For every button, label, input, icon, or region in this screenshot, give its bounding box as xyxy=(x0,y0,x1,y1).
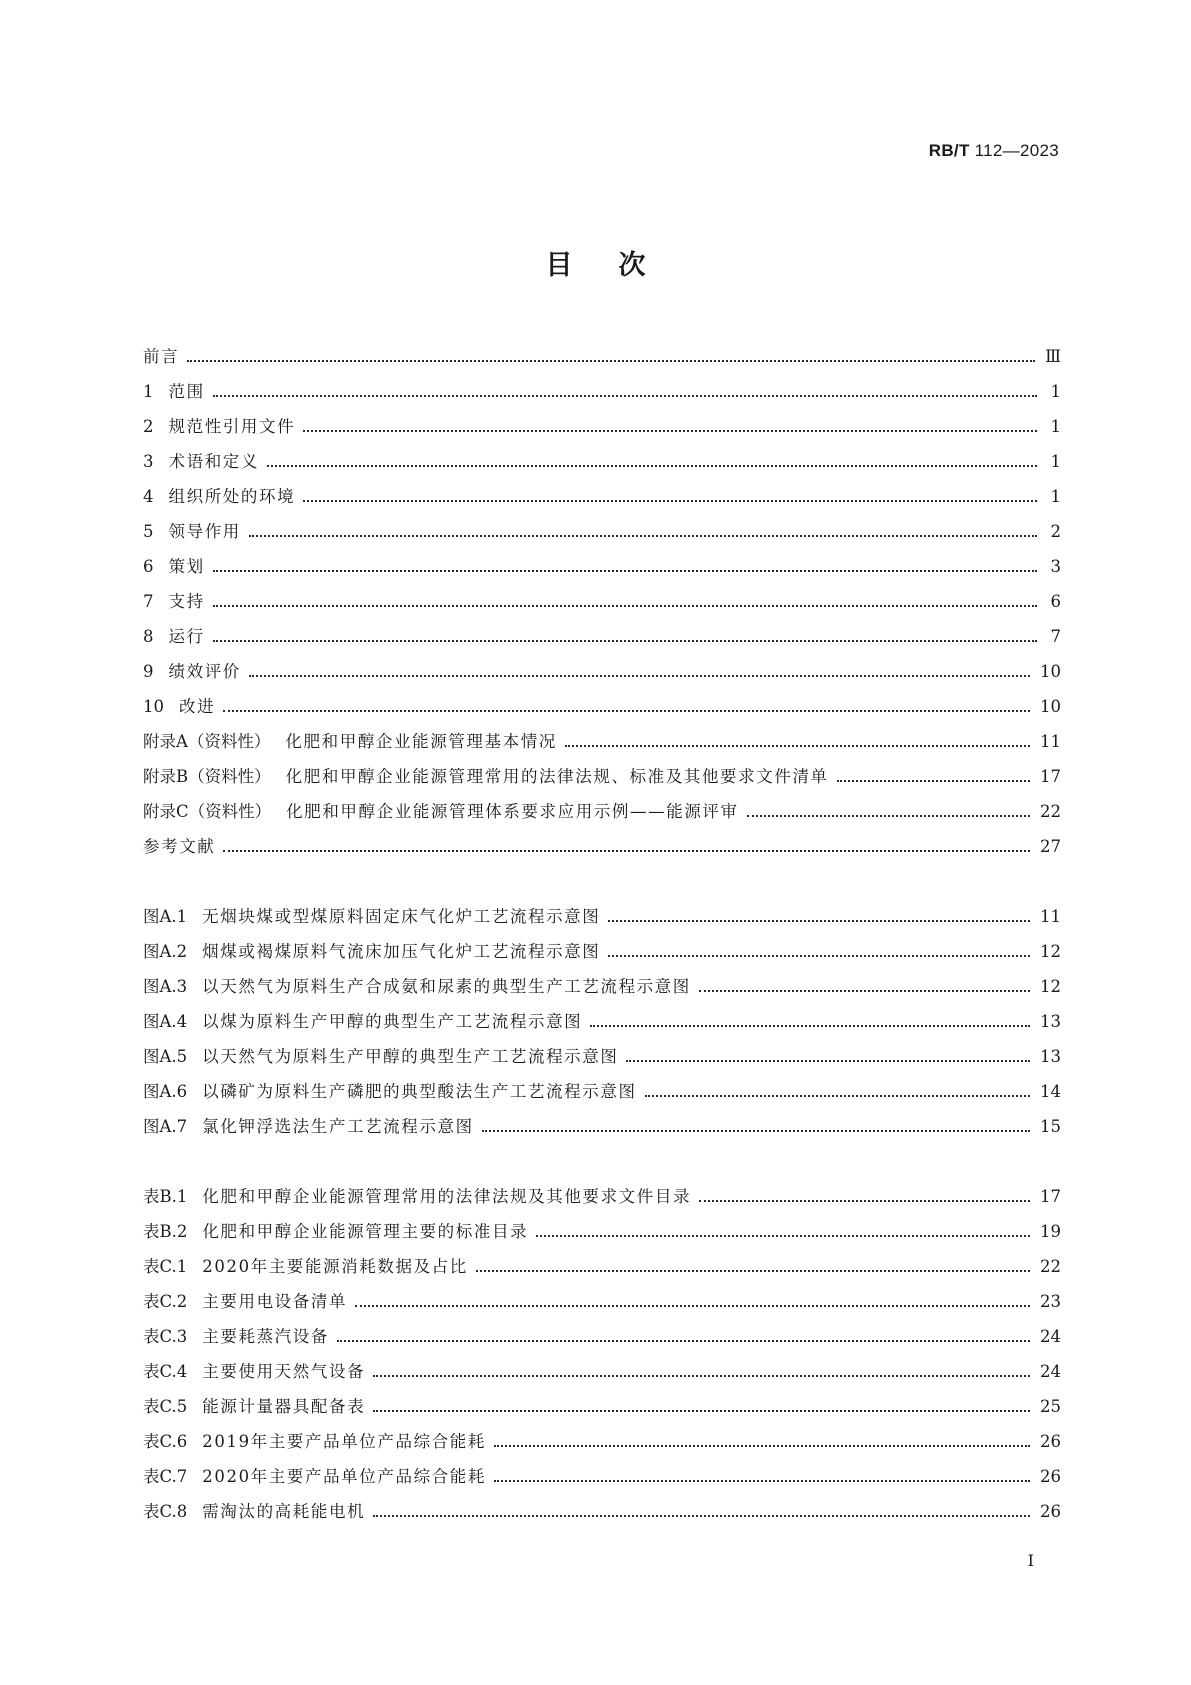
toc-entry-title: 化肥和甲醇企业能源管理基本情况 xyxy=(285,732,557,751)
toc-entry-number: 图A.4 xyxy=(143,1012,188,1031)
figure-entry[interactable] xyxy=(143,1039,1061,1074)
dot-leader xyxy=(303,499,1037,502)
toc-entry-page: 23 xyxy=(1040,1292,1061,1311)
table-entry[interactable] xyxy=(143,1354,1061,1389)
toc-entry-number: 8 xyxy=(143,627,154,646)
toc-entry-title: 2020年主要能源消耗数据及占比 xyxy=(202,1257,468,1276)
toc-entry-title: 参考文献 xyxy=(143,837,216,856)
dot-leader xyxy=(747,814,1030,817)
dot-leader xyxy=(303,429,1037,432)
toc-entry-number: 表C.7 xyxy=(143,1467,188,1486)
toc-entry-number: 表C.3 xyxy=(143,1327,188,1346)
toc-entry-title: 前言 xyxy=(143,347,180,366)
toc-tables xyxy=(143,1179,1061,1529)
toc-entry[interactable] xyxy=(143,374,1061,409)
table-entry[interactable] xyxy=(143,1459,1061,1494)
toc-entry[interactable] xyxy=(143,479,1061,514)
dot-leader xyxy=(608,954,1030,957)
toc-entry-title: 主要用电设备清单 xyxy=(202,1292,348,1311)
toc-entry-number: 表C.8 xyxy=(143,1502,188,1521)
toc-entry-page: 24 xyxy=(1040,1362,1061,1381)
toc-entry-page: 17 xyxy=(1040,1187,1061,1206)
toc-entry-page: 11 xyxy=(1040,732,1061,751)
toc-entry-number: 表C.2 xyxy=(143,1292,188,1311)
table-entry[interactable] xyxy=(143,1424,1061,1459)
dot-leader xyxy=(626,1059,1030,1062)
dot-leader xyxy=(223,849,1030,852)
toc-entry-title: 主要耗蒸汽设备 xyxy=(202,1327,329,1346)
toc-entry-number: 4 xyxy=(143,487,154,506)
toc-entry-title: 以天然气为原料生产合成氨和尿素的典型生产工艺流程示意图 xyxy=(202,977,691,996)
dot-leader xyxy=(249,674,1030,677)
dot-leader xyxy=(213,394,1037,397)
toc-entry[interactable] xyxy=(143,619,1061,654)
page-title: 目次 xyxy=(545,250,692,281)
dot-leader xyxy=(213,569,1037,572)
toc-entry-page: 13 xyxy=(1040,1047,1061,1066)
table-of-contents xyxy=(143,339,1061,1529)
figure-entry[interactable] xyxy=(143,899,1061,934)
dot-leader xyxy=(645,1094,1030,1097)
toc-entry-title: 范围 xyxy=(168,382,205,401)
toc-entry-number: 图A.7 xyxy=(143,1117,188,1136)
toc-entry-title: 改进 xyxy=(179,697,216,716)
dot-leader xyxy=(590,1024,1030,1027)
toc-entry-number: 3 xyxy=(143,452,154,471)
toc-figures xyxy=(143,899,1061,1144)
dot-leader xyxy=(482,1129,1030,1132)
toc-entry-page: 25 xyxy=(1040,1397,1061,1416)
dot-leader xyxy=(565,744,1030,747)
dot-leader xyxy=(249,534,1037,537)
toc-entry-title: 氯化钾浮选法生产工艺流程示意图 xyxy=(202,1117,474,1136)
toc-entry-page: 22 xyxy=(1040,1257,1061,1276)
toc-entry-page: 26 xyxy=(1040,1467,1061,1486)
toc-entry-number: 附录A（资料性） xyxy=(143,732,271,751)
dot-leader xyxy=(373,1374,1030,1377)
toc-entry-page: 26 xyxy=(1040,1502,1061,1521)
toc-entry-page: 7 xyxy=(1050,627,1061,646)
toc-entry[interactable] xyxy=(143,654,1061,689)
toc-entry-number: 10 xyxy=(143,697,164,716)
toc-entry-number: 9 xyxy=(143,662,154,681)
toc-entry-page: 13 xyxy=(1040,1012,1061,1031)
toc-entry-number: 1 xyxy=(143,382,154,401)
table-entry[interactable] xyxy=(143,1214,1061,1249)
toc-entry-title: 主要使用天然气设备 xyxy=(202,1362,366,1381)
toc-entry[interactable] xyxy=(143,514,1061,549)
toc-entry-title: 策划 xyxy=(168,557,205,576)
toc-entry-number: 附录C（资料性） xyxy=(143,802,272,821)
toc-entry-page: 1 xyxy=(1050,382,1061,401)
figure-entry[interactable] xyxy=(143,969,1061,1004)
dot-leader xyxy=(373,1514,1030,1517)
figure-entry[interactable] xyxy=(143,934,1061,969)
toc-entry[interactable] xyxy=(143,409,1061,444)
toc-entry-title: 规范性引用文件 xyxy=(168,417,296,436)
figure-entry[interactable] xyxy=(143,1074,1061,1109)
toc-entry-title: 化肥和甲醇企业能源管理常用的法律法规、标准及其他要求文件清单 xyxy=(285,767,829,786)
dot-leader xyxy=(373,1409,1030,1412)
toc-entry-title: 需淘汰的高耗能电机 xyxy=(202,1502,366,1521)
toc-entry-title: 无烟块煤或型煤原料固定床气化炉工艺流程示意图 xyxy=(202,907,601,926)
toc-entry-title: 烟煤或褐煤原料气流床加压气化炉工艺流程示意图 xyxy=(202,942,601,961)
dot-leader xyxy=(213,604,1037,607)
toc-entry-title: 以磷矿为原料生产磷肥的典型酸法生产工艺流程示意图 xyxy=(202,1082,637,1101)
dot-leader xyxy=(699,1199,1030,1202)
toc-entry-title: 2020年主要产品单位产品综合能耗 xyxy=(202,1467,486,1486)
dot-leader xyxy=(476,1269,1030,1272)
toc-entry-number: 图A.3 xyxy=(143,977,188,996)
toc-entry-page: 11 xyxy=(1040,907,1061,926)
table-entry[interactable] xyxy=(143,1179,1061,1214)
toc-entry-page: 1 xyxy=(1050,452,1061,471)
table-entry[interactable] xyxy=(143,1249,1061,1284)
toc-entry-title: 运行 xyxy=(168,627,205,646)
standard-number xyxy=(929,141,1059,161)
toc-entry-title: 化肥和甲醇企业能源管理常用的法律法规及其他要求文件目录 xyxy=(202,1187,692,1206)
toc-entry-number: 表B.2 xyxy=(143,1222,188,1241)
toc-entry-page: 1 xyxy=(1050,417,1061,436)
toc-entry-page: 22 xyxy=(1040,802,1061,821)
toc-entry-page: 2 xyxy=(1050,522,1061,541)
toc-entry[interactable] xyxy=(143,829,1061,864)
dot-leader xyxy=(699,989,1030,992)
toc-entry[interactable] xyxy=(143,339,1061,374)
dot-leader xyxy=(337,1339,1030,1342)
toc-entry-page: 12 xyxy=(1040,942,1061,961)
dot-leader xyxy=(837,779,1030,782)
toc-entry-number: 2 xyxy=(143,417,154,436)
toc-entry-title: 绩效评价 xyxy=(168,662,241,681)
toc-entry-page: 6 xyxy=(1050,592,1061,611)
toc-entry-page: 3 xyxy=(1050,557,1061,576)
toc-entry-number: 表B.1 xyxy=(143,1187,188,1206)
figure-entry[interactable] xyxy=(143,1109,1061,1144)
toc-entry-page: 14 xyxy=(1040,1082,1061,1101)
toc-entry-page: 10 xyxy=(1040,662,1061,681)
toc-entry-number: 7 xyxy=(143,592,154,611)
dot-leader xyxy=(355,1304,1030,1307)
toc-entry-number: 附录B（资料性） xyxy=(143,767,271,786)
standard-code: 112—2023 xyxy=(974,141,1059,160)
toc-entry[interactable] xyxy=(143,794,1061,829)
toc-entry-number: 表C.6 xyxy=(143,1432,188,1451)
standard-prefix: RB/T xyxy=(928,141,970,160)
toc-entry-title: 2019年主要产品单位产品综合能耗 xyxy=(202,1432,486,1451)
toc-entry-page: 26 xyxy=(1040,1432,1061,1451)
toc-entry-page: 15 xyxy=(1040,1117,1061,1136)
table-entry[interactable] xyxy=(143,1319,1061,1354)
toc-entry-title: 以天然气为原料生产甲醇的典型生产工艺流程示意图 xyxy=(202,1047,619,1066)
dot-leader xyxy=(267,464,1037,467)
toc-entry-title: 化肥和甲醇企业能源管理主要的标准目录 xyxy=(202,1222,529,1241)
toc-entry-title: 领导作用 xyxy=(168,522,241,541)
toc-entry-title: 组织所处的环境 xyxy=(168,487,296,506)
toc-entry-title: 以煤为原料生产甲醇的典型生产工艺流程示意图 xyxy=(202,1012,583,1031)
toc-entry-page: 17 xyxy=(1040,767,1061,786)
page-folio: I xyxy=(1027,1551,1034,1570)
toc-entry-number: 图A.5 xyxy=(143,1047,188,1066)
dot-leader xyxy=(213,639,1037,642)
toc-entry-number: 表C.5 xyxy=(143,1397,188,1416)
dot-leader xyxy=(494,1444,1030,1447)
toc-entry-page: 10 xyxy=(1040,697,1061,716)
dot-leader xyxy=(187,359,1035,362)
toc-entry[interactable] xyxy=(143,724,1061,759)
toc-entry-page: Ⅲ xyxy=(1045,347,1061,366)
toc-entry[interactable] xyxy=(143,584,1061,619)
toc-entry-number: 图A.1 xyxy=(143,907,188,926)
toc-entry-title: 术语和定义 xyxy=(168,452,259,471)
toc-chapters xyxy=(143,339,1061,864)
toc-entry-number: 5 xyxy=(143,522,154,541)
toc-entry-title: 支持 xyxy=(168,592,205,611)
toc-entry-number: 表C.1 xyxy=(143,1257,188,1276)
toc-entry-page: 24 xyxy=(1040,1327,1061,1346)
toc-entry-number: 6 xyxy=(143,557,154,576)
table-entry[interactable] xyxy=(143,1284,1061,1319)
dot-leader xyxy=(223,709,1030,712)
toc-entry-title: 能源计量器具配备表 xyxy=(202,1397,366,1416)
dot-leader xyxy=(536,1234,1030,1237)
toc-entry-page: 27 xyxy=(1040,837,1061,856)
toc-entry-page: 1 xyxy=(1050,487,1061,506)
toc-entry-page: 12 xyxy=(1040,977,1061,996)
table-entry[interactable] xyxy=(143,1494,1061,1529)
toc-entry-number: 图A.6 xyxy=(143,1082,188,1101)
toc-entry[interactable] xyxy=(143,549,1061,584)
dot-leader xyxy=(494,1479,1030,1482)
dot-leader xyxy=(608,919,1030,922)
toc-entry-page: 19 xyxy=(1040,1222,1061,1241)
toc-entry-number: 图A.2 xyxy=(143,942,188,961)
toc-entry[interactable] xyxy=(143,689,1061,724)
figure-entry[interactable] xyxy=(143,1004,1061,1039)
toc-entry-title: 化肥和甲醇企业能源管理体系要求应用示例——能源评审 xyxy=(286,802,739,821)
table-entry[interactable] xyxy=(143,1389,1061,1424)
toc-entry[interactable] xyxy=(143,759,1061,794)
toc-entry-number: 表C.4 xyxy=(143,1362,188,1381)
toc-entry[interactable] xyxy=(143,444,1061,479)
